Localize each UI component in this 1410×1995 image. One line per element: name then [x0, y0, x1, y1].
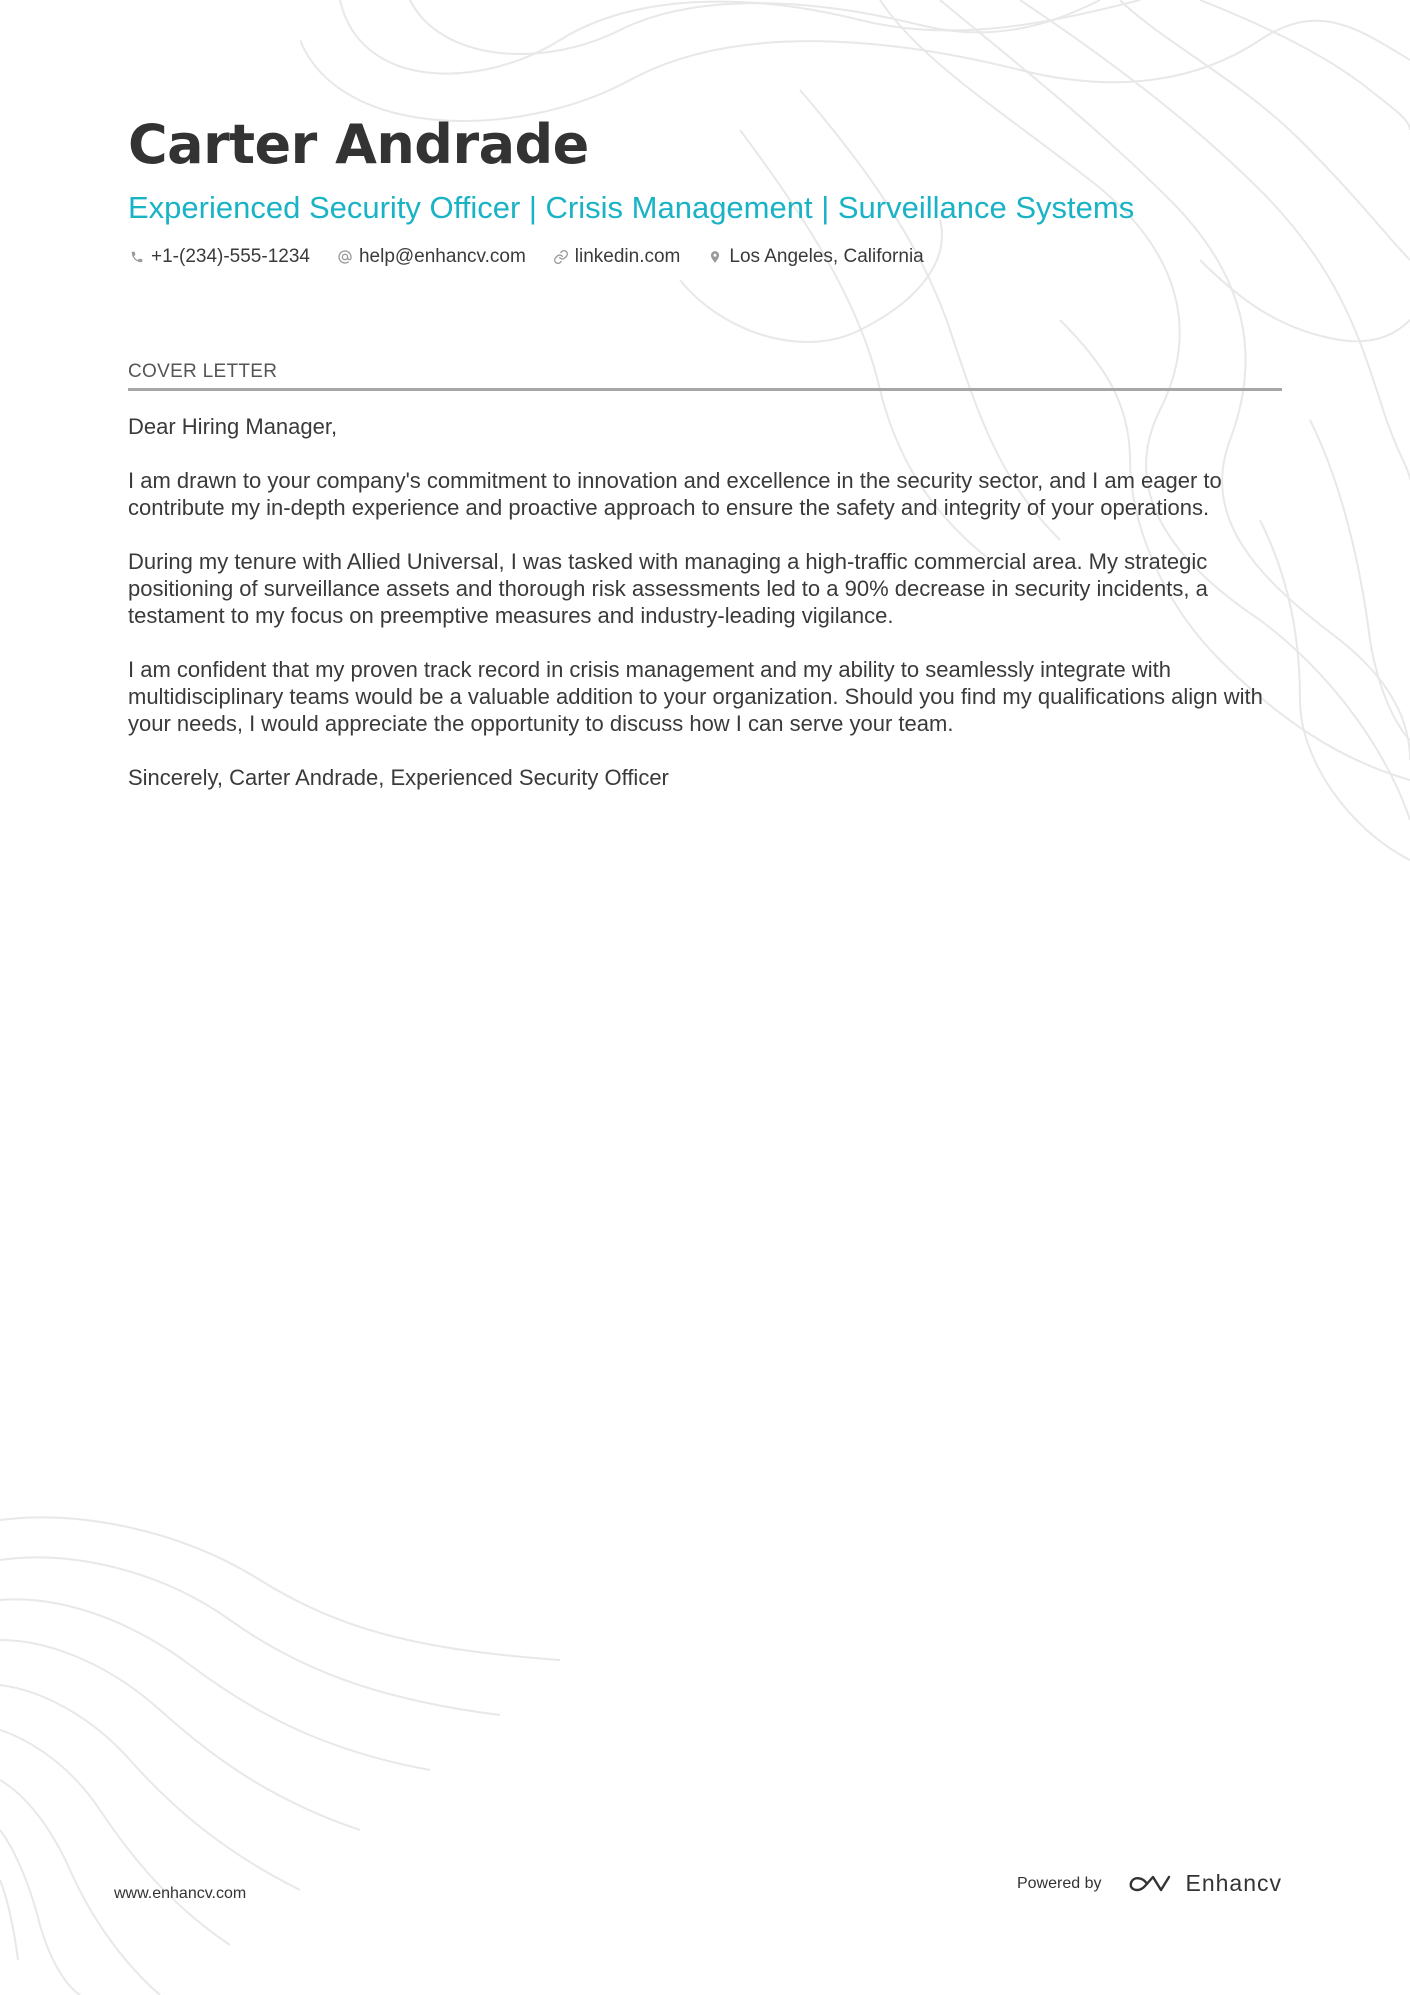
document-body: [128, 110, 1282, 818]
at-icon: [336, 248, 354, 266]
enhancv-logo-icon: [1127, 1872, 1173, 1896]
contact-location: [706, 244, 923, 270]
footer-branding: [1017, 1870, 1282, 1897]
link-icon: [552, 248, 570, 266]
enhancv-brand[interactable]: [1127, 1870, 1282, 1897]
powered-by-label: Powered by: [1016, 1874, 1102, 1892]
section-title-cover-letter: COVER LETTER: [128, 360, 1282, 391]
contact-email[interactable]: [336, 244, 526, 270]
letter-paragraph: I am confident that my proven track record in crisis management and my ability to seamlessly integrate with multidisciplinary teams would be a valuable addition to your organization. Should you find my qualifications align with your needs, I would appreciate the opportunity to discuss how I can serve your team.: [128, 657, 1263, 736]
footer-website-link[interactable]: www.enhancv.com: [114, 1885, 247, 1902]
contact-phone: [128, 244, 310, 270]
candidate-headline: Experienced Security Officer | Crisis Management | Surveillance Systems: [128, 190, 1135, 225]
contact-bar: [128, 244, 1282, 270]
contact-phone-text: +1-(234)-555-1234: [151, 246, 310, 267]
letter-paragraph: During my tenure with Allied Universal, I was tasked with managing a high-traffic commercial area. My strategic positioning of surveillance assets and thorough risk assessments led to a 90% decrease in security incidents, a testament to my focus on preemptive measures and industry-leading vigilance.: [128, 549, 1208, 628]
letter-greeting: Dear Hiring Manager,: [128, 414, 338, 439]
contact-linkedin[interactable]: [552, 244, 681, 270]
topographic-pattern-bottom: [0, 1500, 560, 1995]
location-pin-icon: [706, 248, 724, 266]
contact-location-text: Los Angeles, California: [729, 246, 924, 267]
letter-text: [128, 413, 1282, 791]
candidate-name: Carter Andrade: [128, 113, 589, 176]
letter-paragraph: I am drawn to your company's commitment to innovation and excellence in the security sector, and I am eager to contribute my in-depth experience and proactive approach to ensure the safety and integrity of your operations.: [128, 468, 1222, 520]
enhancv-brand-text: Enhancv: [1185, 1870, 1282, 1896]
contact-linkedin-text[interactable]: linkedin.com: [574, 246, 681, 267]
letter-closing: Sincerely, Carter Andrade, Experienced Security Officer: [128, 765, 669, 790]
contact-email-text[interactable]: help@enhancv.com: [358, 246, 526, 267]
phone-icon: [128, 248, 146, 266]
